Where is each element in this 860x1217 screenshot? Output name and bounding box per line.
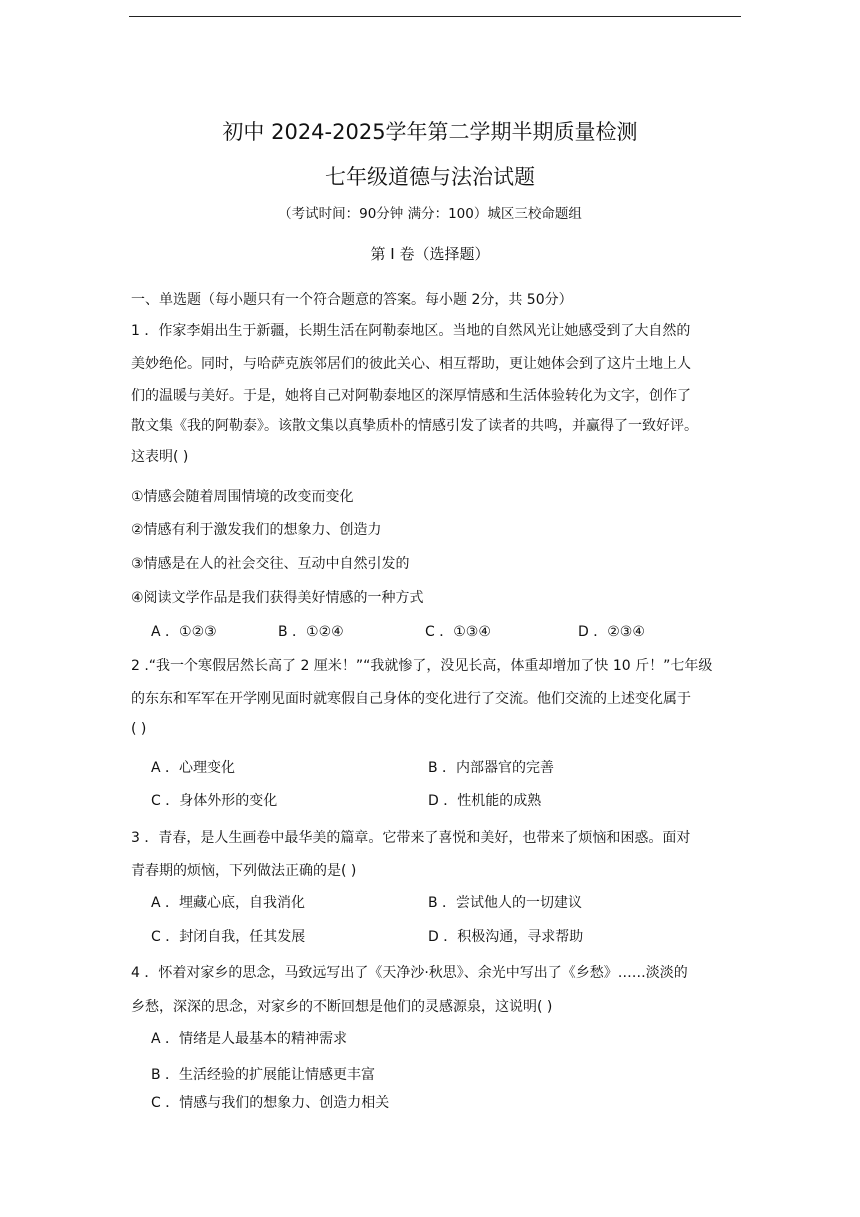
q1-line: 1 ．作家李娟出生于新疆，长期生活在阿勒泰地区。当地的自然风光让她感受到了大自然的	[131, 323, 691, 339]
q3-line: 3 ．青春，是人生画卷中最华美的篇章。它带来了喜悦和美好，也带来了烦恼和困惑。面对	[131, 830, 691, 846]
q1-option-d: D ．②③④	[578, 624, 645, 640]
q4-option-a: A ．情绪是人最基本的精神需求	[151, 1031, 348, 1047]
q3-option-d: D ．积极沟通，寻求帮助	[428, 929, 584, 945]
q2-line: 的东东和军军在开学刚见面时就寒假自己身体的变化进行了交流。他们交流的上述变化属于	[131, 691, 691, 707]
q2-option-a: A ．心理变化	[151, 760, 236, 776]
q3-line: 青春期的烦恼，下列做法正确的是( )	[131, 863, 357, 879]
section-heading: 一、单选题（每小题只有一个符合题意的答案。每小题 2分，共 50分）	[131, 292, 573, 308]
q3-option-c: C ．封闭自我，任其发展	[151, 929, 306, 945]
q1-statement: ④阅读文学作品是我们获得美好情感的一种方式	[131, 590, 424, 606]
q2-option-d: D ．性机能的成熟	[428, 793, 542, 809]
q2-line: 2 .“我一个寒假居然长高了 2 厘米！”“我就惨了，没见长高，体重却增加了快 10 斤！”七年级	[131, 658, 713, 674]
q1-statement: ①情感会随着周围情境的改变而变化	[131, 489, 354, 505]
part-title: 第 I 卷（选择题）	[370, 245, 490, 263]
q2-line: ( )	[131, 721, 147, 737]
exam-subtitle: 七年级道德与法治试题	[325, 165, 535, 189]
q3-option-b: B ．尝试他人的一切建议	[428, 895, 583, 911]
q1-option-c: C ．①③④	[425, 624, 491, 640]
header-rule	[129, 16, 741, 17]
q4-line: 乡愁，深深的思念，对家乡的不断回想是他们的灵感源泉，这说明( )	[131, 999, 553, 1015]
q1-line: 散文集《我的阿勒泰》。该散文集以真挚质朴的情感引发了读者的共鸣，并赢得了一致好评。	[131, 418, 698, 434]
q1-line: 美妙绝伦。同时，与哈萨克族邻居们的彼此关心、相互帮助，更让她体会到了这片土地上人	[131, 356, 691, 372]
q1-statement: ②情感有利于激发我们的想象力、创造力	[131, 522, 382, 538]
q4-option-b: B ．生活经验的扩展能让情感更丰富	[151, 1067, 376, 1083]
q2-option-c: C ．身体外形的变化	[151, 793, 278, 809]
exam-info: （考试时间：90分钟 满分：100）城区三校命题组	[278, 206, 582, 222]
exam-title: 初中 2024-2025学年第二学期半期质量检测	[222, 120, 638, 144]
q4-line: 4 ．怀着对家乡的思念，马致远写出了《天净沙·秋思》、余光中写出了《乡愁》……淡淡的	[131, 965, 688, 981]
q1-line: 这表明( )	[131, 449, 189, 465]
q1-line: 们的温暖与美好。于是，她将自己对阿勒泰地区的深厚情感和生活体验转化为文字，创作了	[131, 388, 691, 404]
q3-option-a: A ．埋藏心底，自我消化	[151, 895, 306, 911]
q2-option-b: B ．内部器官的完善	[428, 760, 555, 776]
q1-statement: ③情感是在人的社会交往、互动中自然引发的	[131, 556, 410, 572]
q1-option-b: B ．①②④	[278, 624, 344, 640]
q4-option-c: C ．情感与我们的想象力、创造力相关	[151, 1095, 390, 1111]
q1-option-a: A ．①②③	[151, 624, 217, 640]
